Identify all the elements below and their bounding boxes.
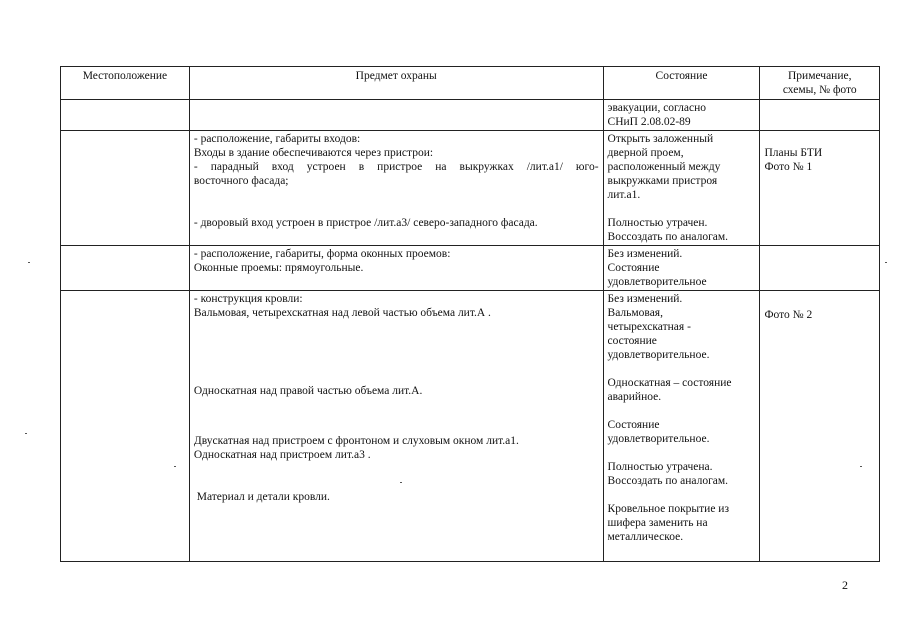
state-text: состояние <box>607 335 657 347</box>
table-row <box>61 100 880 131</box>
header-location: Местоположение <box>61 67 190 100</box>
subject-text: Односкатная над правой частью объема лит.А. <box>193 385 423 397</box>
state-text: металлическое. <box>607 531 684 543</box>
state-text: дверной проем, <box>607 147 684 159</box>
subject-text: Оконные проемы: прямоугольные. <box>193 262 364 274</box>
subject-text: - дворовый вход устроен в пристрое /лит.а3/ северо-западного фасада. <box>193 217 538 229</box>
header-subject: Предмет охраны <box>189 67 603 100</box>
header-note-line: Примечание, <box>787 70 852 82</box>
note-text: Планы БТИ <box>764 147 823 159</box>
protection-table <box>60 66 880 562</box>
header-note-line: схемы, № фото <box>782 84 857 96</box>
scan-speck <box>860 466 862 467</box>
state-text: Воссоздать по аналогам. <box>607 231 729 243</box>
header-note <box>760 67 880 100</box>
table-row <box>61 291 880 562</box>
subject-text: Двускатная над пристроем с фронтоном и слуховым окном лит.а1. <box>193 435 519 447</box>
page-number: 2 <box>842 578 848 592</box>
subject-text: Односкатная над пристроем лит.а3 . <box>193 449 371 461</box>
cell-note <box>760 246 880 291</box>
cell-note <box>760 291 880 562</box>
cell-location <box>61 100 190 131</box>
state-text: удовлетворительное. <box>607 349 710 361</box>
header-state: Состояние <box>603 67 760 100</box>
state-text: удовлетворительное <box>607 276 707 288</box>
scan-speck <box>885 262 887 263</box>
cell-location <box>61 131 190 246</box>
state-text: Без изменений. <box>607 248 683 260</box>
note-text: Фото № 2 <box>764 309 813 321</box>
cell-subject <box>189 291 603 562</box>
state-text: четырехскатная - <box>607 321 691 333</box>
cell-subject <box>189 131 603 246</box>
cell-note <box>760 100 880 131</box>
state-text: лит.а1. <box>607 189 641 201</box>
cell-state <box>603 291 760 562</box>
table-header-row <box>61 67 880 100</box>
state-text: удовлетворительное. <box>607 433 710 445</box>
state-text: выкружками пристроя <box>607 175 718 187</box>
note-text: Фото № 1 <box>764 161 813 173</box>
subject-text: восточного фасада; <box>193 175 289 187</box>
scan-speck <box>25 433 27 434</box>
state-text: Односкатная – состояние <box>607 377 732 389</box>
cell-subject <box>189 100 603 131</box>
subject-text: Материал и детали кровли. <box>193 491 330 503</box>
subject-text: - расположение, габариты, форма оконных проемов: <box>193 248 451 260</box>
table-row <box>61 131 880 246</box>
subject-text: - расположение, габариты входов: <box>193 133 361 145</box>
state-text: СНиП 2.08.02-89 <box>607 116 691 128</box>
state-text: Вальмовая, <box>607 307 663 319</box>
cell-note <box>760 131 880 246</box>
cell-state <box>603 131 760 246</box>
state-text: Кровельное покрытие из <box>607 503 729 515</box>
state-text: Полностью утрачена. <box>607 461 713 473</box>
cell-state <box>603 100 760 131</box>
state-text: Воссоздать по аналогам. <box>607 475 729 487</box>
state-text: шифера заменить на <box>607 517 708 529</box>
cell-location <box>61 246 190 291</box>
cell-state <box>603 246 760 291</box>
scan-speck <box>400 482 402 483</box>
subject-text: Входы в здание обеспечиваются через пристрои: <box>193 147 434 159</box>
cell-location <box>61 291 190 562</box>
state-text: Состояние <box>607 419 660 431</box>
state-text: эвакуации, согласно <box>607 102 707 114</box>
state-text: аварийное. <box>607 391 662 403</box>
subject-text: - конструкция кровли: <box>193 293 303 305</box>
state-text: Состояние <box>607 262 660 274</box>
subject-text: - парадный вход устроен в пристрое на выкружках /лит.а1/ юго- <box>193 161 599 173</box>
table-row <box>61 246 880 291</box>
cell-subject <box>189 246 603 291</box>
state-text: Полностью утрачен. <box>607 217 708 229</box>
scan-speck <box>174 466 176 467</box>
state-text: Без изменений. <box>607 293 683 305</box>
scan-speck <box>28 262 30 263</box>
subject-text: Вальмовая, четырехскатная над левой частью объема лит.А . <box>193 307 491 319</box>
state-text: Открыть заложенный <box>607 133 714 145</box>
state-text: расположенный между <box>607 161 721 173</box>
